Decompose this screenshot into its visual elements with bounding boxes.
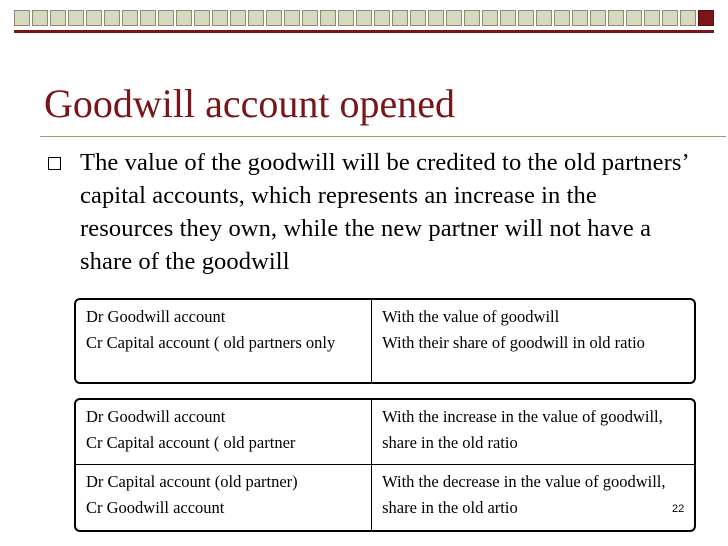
deco-square (50, 10, 66, 26)
explanation-line: With the value of goodwill (382, 307, 560, 326)
decorative-squares (14, 10, 714, 26)
bullet-text: The value of the goodwill will be credited to the old partners’ capital accounts, which represents an increase in the resources they own, while the new partner will not have a share of the goodwill (80, 149, 688, 275)
deco-square (662, 10, 678, 26)
debit-credit-cell (76, 400, 372, 464)
deco-square (590, 10, 606, 26)
entry-line: Cr Goodwill account (86, 498, 225, 518)
deco-square (122, 10, 138, 26)
deco-square (14, 10, 30, 26)
deco-square (374, 10, 390, 26)
journal-table-revaluation (74, 398, 696, 532)
entry-line: Dr Goodwill account (86, 307, 226, 326)
explanation-line: With the decrease in the value of goodwill, share in the old artio (382, 472, 666, 518)
header-decoration (0, 0, 728, 44)
debit-credit-cell (76, 300, 372, 382)
deco-square (464, 10, 480, 26)
deco-square-accent (698, 10, 714, 26)
slide-title: Goodwill account opened (44, 81, 455, 126)
deco-square (320, 10, 336, 26)
deco-square (572, 10, 588, 26)
table-row (76, 464, 694, 530)
deco-square (554, 10, 570, 26)
deco-square (518, 10, 534, 26)
deco-square (284, 10, 300, 26)
deco-square (392, 10, 408, 26)
debit-credit-cell (76, 464, 372, 530)
bullet-square-icon (48, 157, 61, 170)
deco-square (104, 10, 120, 26)
deco-square (644, 10, 660, 26)
deco-square (482, 10, 498, 26)
table-row (76, 300, 694, 382)
deco-square (140, 10, 156, 26)
deco-square (212, 10, 228, 26)
deco-square (176, 10, 192, 26)
deco-square (410, 10, 426, 26)
deco-square (158, 10, 174, 26)
deco-square (86, 10, 102, 26)
explanation-line: With the increase in the value of goodwill, share in the old ratio (382, 407, 663, 452)
deco-square (230, 10, 246, 26)
deco-square (680, 10, 696, 26)
deco-square (608, 10, 624, 26)
deco-square (302, 10, 318, 26)
deco-square (536, 10, 552, 26)
journal-table-old-partners (74, 298, 696, 384)
deco-square (626, 10, 642, 26)
explanation-cell (372, 300, 694, 382)
deco-square (68, 10, 84, 26)
deco-square (248, 10, 264, 26)
table-row (76, 400, 694, 464)
title-divider (40, 136, 726, 137)
header-rule (14, 30, 714, 33)
deco-square (338, 10, 354, 26)
entry-line: Cr Capital account ( old partner (86, 433, 296, 452)
entry-line: Cr Capital account ( old partners only (86, 333, 336, 352)
explanation-cell (372, 400, 694, 464)
deco-square (266, 10, 282, 26)
deco-square (356, 10, 372, 26)
slide-number: 22 (672, 503, 685, 515)
deco-square (428, 10, 444, 26)
entry-line: Dr Goodwill account (86, 407, 226, 426)
deco-square (194, 10, 210, 26)
explanation-cell (372, 464, 694, 530)
entry-line: Dr Capital account (old partner) (86, 472, 298, 492)
deco-square (446, 10, 462, 26)
explanation-line: With their share of goodwill in old ratio (382, 333, 645, 352)
deco-square (500, 10, 516, 26)
deco-square (32, 10, 48, 26)
